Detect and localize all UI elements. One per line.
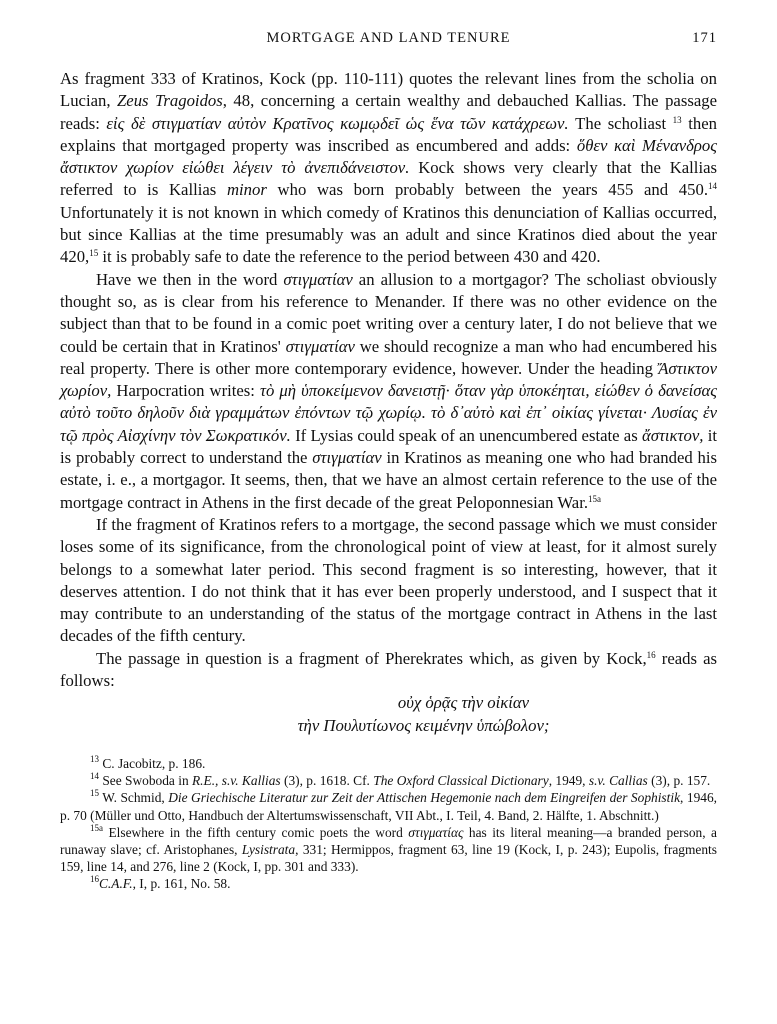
- text-run: , 48, concerning a certain wealthy and debauched Kallias. The passage reads:: [60, 91, 717, 133]
- italic-title: The Oxford Classical Dictionary: [373, 773, 549, 789]
- footnote-14: [60, 772, 717, 789]
- footnotes: [60, 755, 717, 893]
- text-run: (3), p. 1618. Cf.: [280, 773, 374, 789]
- footnote-15a: [60, 824, 717, 876]
- text-run: , 1946, p. 70 (Müller und Otto, Handbuch der Altertumswissenschaft, VII Abt., I. Teil, 4. Band, 2. Hälfte, 1. Abschnitt.): [60, 790, 718, 823]
- text-run: it is probably correct to understand the: [60, 425, 717, 468]
- running-header: [60, 30, 717, 54]
- greek-heading: Ἄστικτον χωρίον,: [60, 358, 717, 401]
- footnote-number: 15a: [90, 822, 103, 833]
- text-run: has its literal meaning—a branded person, a runaway slave; cf. Aristophanes,: [60, 824, 717, 857]
- greek-word: στιγματίαν: [285, 336, 355, 356]
- paragraph-3: If the fragment of Kratinos refers to a mortgage, the second passage which we must consider loses some of its significance, from the chronological point of view at least, for it almost surely belongs to a somewhat later period. This second fragment is so interesting, however, that it deserves attention. I do not think that it has ever been properly understood, and I suspect that it may contribute to an understanding of the status of the mortgage contract in Athens in the last decades of the fifth century.: [60, 514, 717, 646]
- footnote-ref: 14: [708, 181, 717, 192]
- italic-ref: R.E., s.v. Kallias: [191, 773, 281, 789]
- text-run: , I, p. 161, No. 58.: [132, 876, 231, 892]
- text-run: it is probably safe to date the reference to the period between 430 and 420.: [98, 247, 601, 267]
- footnote-ref: 15a: [588, 493, 602, 504]
- verse-quote: [60, 692, 717, 737]
- footnote-ref: 16: [646, 649, 656, 660]
- footnote-separator: [60, 737, 717, 755]
- text-run: who was born probably between the years 455 and 450.: [266, 180, 708, 200]
- footnote-number: 15: [90, 788, 99, 799]
- greek-word: στιγματίαν: [312, 448, 382, 468]
- text-run: reads as follows:: [60, 648, 718, 691]
- text-run: an allusion to a mortgagor? The scholiast obviously thought so, as is clear from his reference to Menander. If there was no other evidence on the subject than that to be found in a comic poet writing over a century later, I do not believe that we could be certain that in Kratinos': [60, 269, 717, 356]
- footnote-13: [60, 755, 717, 772]
- greek-word: στιγματίας: [408, 824, 464, 840]
- italic-title: Zeus Tragoidos: [117, 91, 223, 111]
- greek-quote: εἰς δὲ στιγματίαν αὐτὸν Κρατῖνος κωμῳδεῖ ὡς ἕνα τῶν κατάχρεων.: [106, 113, 569, 133]
- paragraph-1: [60, 68, 717, 269]
- page-number: 171: [692, 30, 717, 46]
- text-run: in Kratinos as meaning one who had branded his estate, i. e., a mortgagor. It seems, then, that we have an almost certain reference to the use of the mortgage contract in Athens in the first decade of the great Peloponnesian War.: [60, 448, 717, 512]
- italic-title: Lysistrata: [241, 841, 296, 857]
- text-run: Kock shows very clearly that the Kallias referred to is Kallias: [60, 158, 717, 200]
- paragraph-2: [60, 269, 717, 514]
- greek-quote: ὅθεν καὶ Μένανδρος ἄστικτον χωρίον εἰώθει λέγειν τὸ ἀνεπιδάνειστον.: [60, 135, 717, 178]
- italic-ref: s.v. Callias: [588, 773, 648, 789]
- page: [60, 30, 717, 893]
- footnote-16: [60, 875, 717, 892]
- text-run: Elsewhere in the fifth century comic poets the word: [103, 824, 409, 840]
- verse-line-2: τὴν Πουλυτίωνος κειμένην ὑπώβολον;: [297, 715, 550, 735]
- text-run: , 331; Hermippos, fragment 63, line 19 (Kock, I, p. 243); Eupolis, fragments 159, line 14, and 276, line 2 (Kock, I, pp. 301 and 333).: [60, 841, 717, 875]
- text-run: , 1949,: [548, 773, 589, 789]
- body-text: [60, 68, 717, 737]
- running-title: MORTGAGE AND LAND TENURE: [266, 30, 511, 46]
- footnote-15: [60, 789, 717, 823]
- greek-quote: τὸ μὴ ὑποκείμενον δανειστῇ· ὅταν γὰρ ὑποκέηται, εἰώθεν ὁ δανείσας αὐτὸ τοῦτο δηλοῦν διὰ γραμμάτων ἐπόντων τῷ χωρίῳ. τὸ δ᾽αὐτὸ καὶ ἐπ᾽ οἰκίας γίνεται· Λυσίας ἐν τῷ πρὸς Αἰσχίνην τὸν Σωκρατικόν.: [60, 381, 717, 445]
- text-run: As fragment 333 of Kratinos, Kock (pp. 110-111) quotes the relevant lines from the scholia on Lucian,: [60, 69, 717, 111]
- text-run: Harpocration writes:: [111, 381, 261, 401]
- verse-line-1: οὐχ ὁρᾷς τὴν οἰκίαν: [397, 693, 530, 713]
- italic-ref: C.A.F.: [99, 876, 133, 892]
- text-run: we should recognize a man who had encumbered his real property. There is other more contemporary evidence, however. Under the heading: [60, 336, 717, 378]
- text-run: The scholiast: [568, 113, 673, 133]
- text-run: See Swoboda in: [99, 773, 192, 789]
- text-run: W. Schmid,: [99, 790, 169, 806]
- footnote-number: 16: [90, 874, 99, 885]
- paragraph-4: [60, 648, 717, 693]
- italic-word: minor: [226, 180, 267, 200]
- italic-title: Die Griechische Literatur zur Zeit der Attischen Hegemonie nach dem Eingreifen der Sophistik: [168, 790, 681, 806]
- footnote-number: 13: [90, 753, 99, 764]
- text-run: Have we then in the word: [96, 269, 284, 289]
- text-run: Unfortunately it is not known in which comedy of Kratinos this denunciation of Kallias occurred, but since Kallias at the time presumably was an adult and since Kratinos died about the year 420,: [60, 202, 717, 267]
- footnote-text: C. Jacobitz, p. 186.: [99, 755, 206, 771]
- footnote-ref: 13: [672, 114, 682, 125]
- text-run: The passage in question is a fragment of Pherekrates which, as given by Kock,: [96, 648, 647, 668]
- footnote-number: 14: [90, 771, 99, 782]
- text-run: If Lysias could speak of an unencumbered estate as: [290, 425, 642, 445]
- greek-word: ἄστικτον,: [641, 425, 704, 445]
- footnote-ref: 15: [89, 248, 99, 259]
- text-run: then explains that mortgaged property was inscribed as encumbered and adds:: [60, 113, 717, 155]
- text-run: (3), p. 157.: [647, 773, 711, 789]
- greek-word: στιγματίαν: [283, 269, 353, 289]
